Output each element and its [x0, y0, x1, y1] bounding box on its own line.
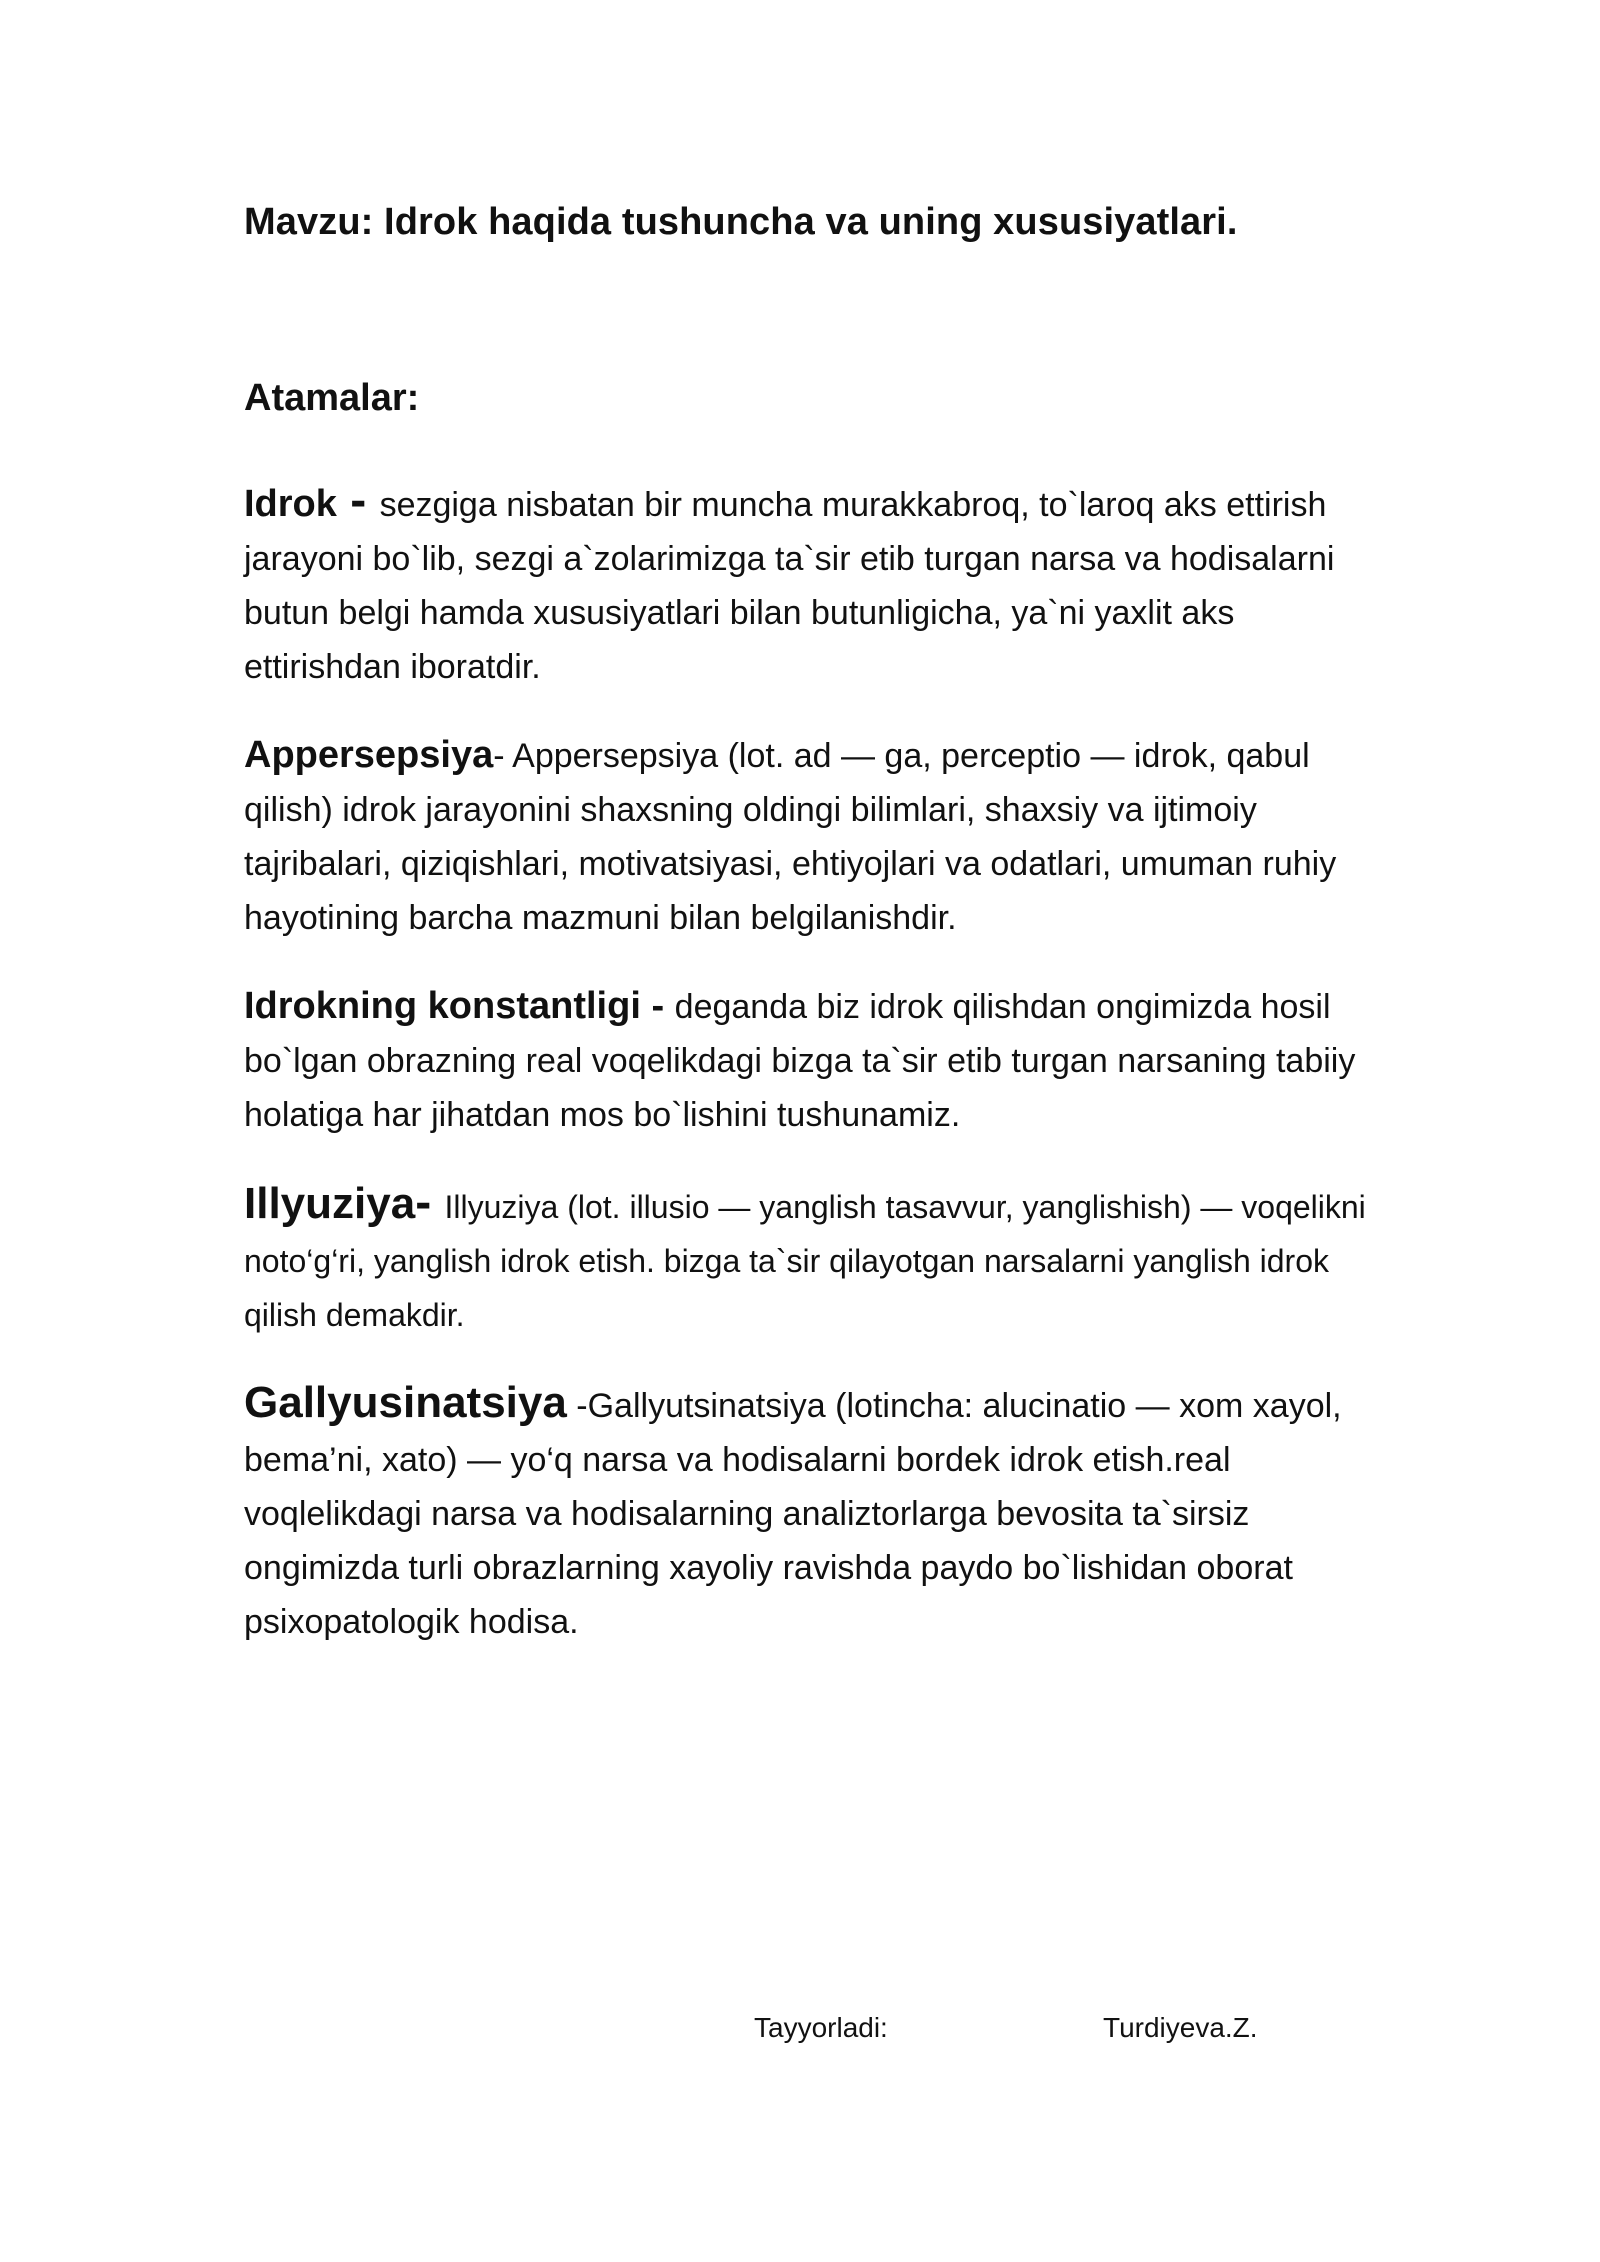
term-entry-idrokning-konstantligi [244, 979, 1374, 1142]
signature-author: Turdiyeva.Z. [1103, 2012, 1258, 2043]
term-separator: - [415, 1176, 445, 1229]
term-separator: - [336, 474, 380, 527]
document-title: Mavzu: Idrok haqida tushuncha va uning xususiyatlari. [244, 201, 1238, 243]
term-entry-idrok [244, 474, 1374, 694]
term-definition: Appersepsiya (lot. ad — ga, perceptio — idrok, qabul qilish) idrok jarayonini shaxsning oldingi bilimlari, shaxsiy va ijtimoiy tajribalari, qiziqishlari, motivatsiyasi, ehtiyojlari va odatlari, umuman ruhiy hayotining barcha mazmuni bilan belgilanishdir. [244, 737, 1337, 937]
signature-block [754, 2003, 1354, 2053]
term-name: Appersepsiya [244, 734, 494, 776]
term-definition: sezgiga nisbatan bir muncha murakkabroq, to`laroq aks ettirish jarayoni bo`lib, sezgi a`zolarimizga ta`sir etib turgan narsa va hodisalarni butun belgi hamda xususiyatlari bilan butunligicha, ya`ni yaxlit aks ettirishdan iboratdir. [244, 486, 1335, 686]
term-entry-illyuziya [244, 1176, 1374, 1342]
term-name: Idrokning konstantligi [244, 985, 641, 1027]
document-body [244, 194, 1374, 1649]
section-heading: Atamalar: [244, 377, 420, 419]
term-entry-gallyusinatsiya [244, 1376, 1374, 1649]
term-definition: Gallyutsinatsiya (lotincha: alucinatio — xom xayol, bema’ni, xato) — yo‘q narsa va hodisalarni bordek idrok etish.real voqlelikdagi narsa va hodisalarning analiztorlarga bevosita ta`sirsiz ongimizda turli obrazlarning xayoliy ravishda paydo bo`lishidan oborat psixopatologik hodisa. [244, 1387, 1342, 1641]
term-definition: Illyuziya (lot. illusio — yanglish tasavvur, yanglishish) — voqelikni noto‘g‘ri, yanglish idrok etish. bizga ta`sir qilayotgan narsalarni yanglish idrok qilish demakdir. [244, 1189, 1366, 1333]
term-entry-appersepsiya [244, 728, 1374, 945]
term-definition: deganda biz idrok qilishdan ongimizda hosil bo`lgan obrazning real voqelikdagi bizga ta`sir etib turgan narsaning tabiiy holatiga har jihatdan mos bo`lishini tushunamiz. [244, 988, 1356, 1134]
signature-label: Tayyorladi: [754, 2012, 888, 2043]
term-name: Illyuziya [244, 1179, 416, 1228]
term-name: Idrok [244, 483, 337, 525]
term-separator: - [640, 985, 675, 1027]
term-separator: - [493, 737, 513, 775]
term-name: Gallyusinatsiya [244, 1378, 567, 1427]
term-separator: - [566, 1387, 588, 1425]
